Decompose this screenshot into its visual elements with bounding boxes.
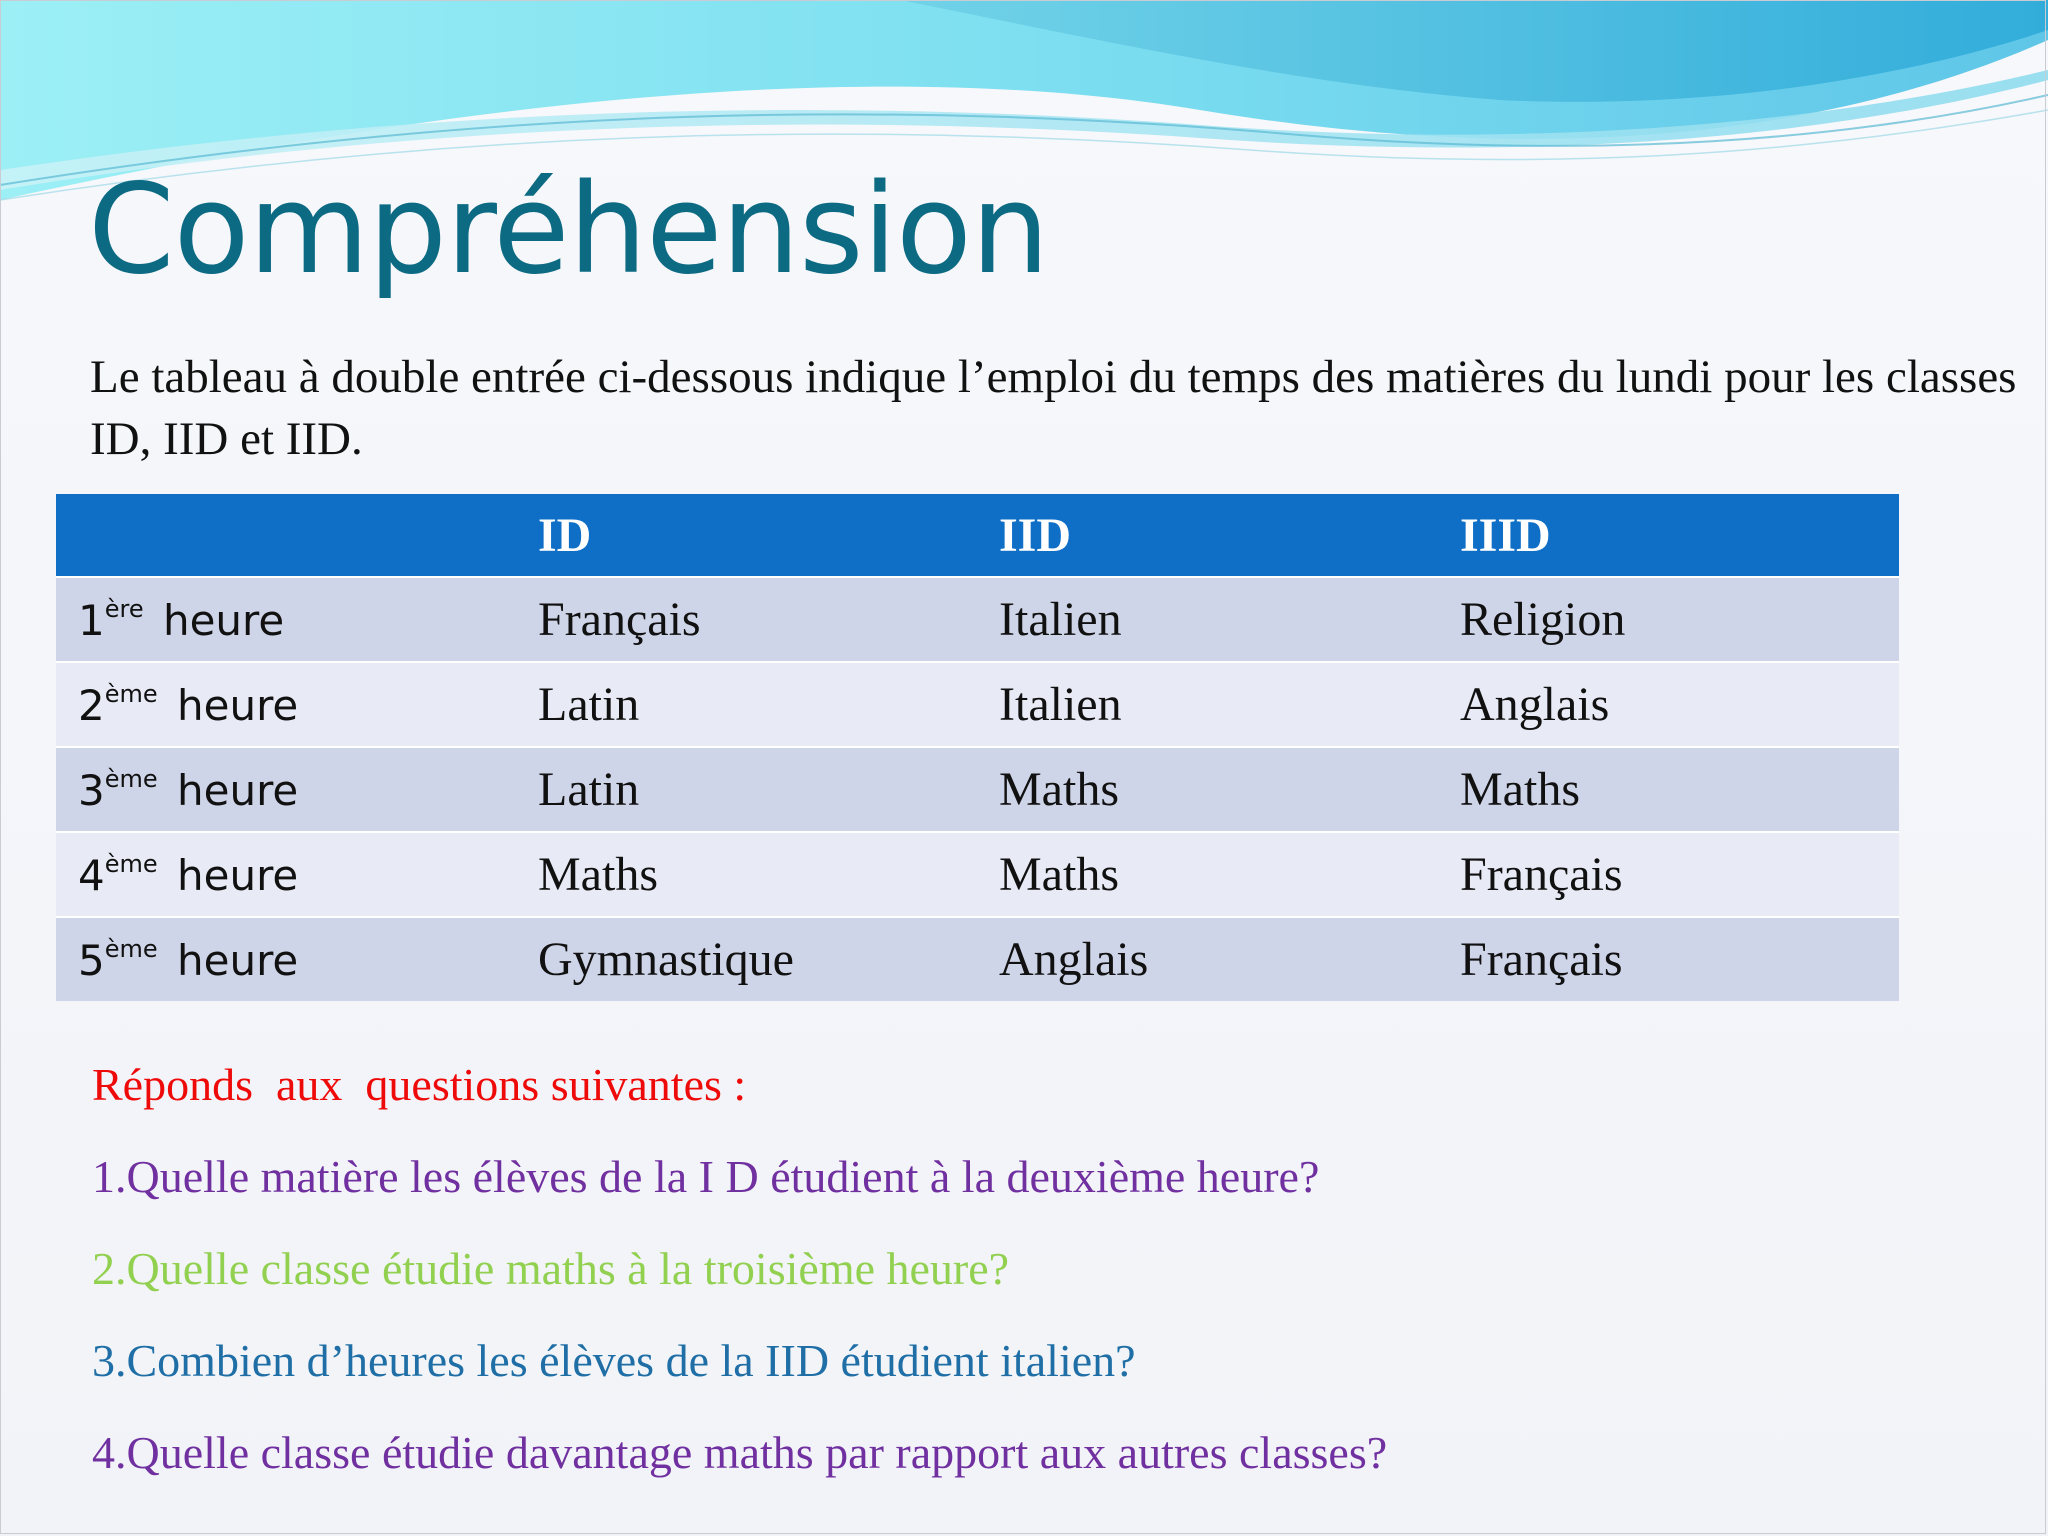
- subject-cell: Maths: [977, 747, 1438, 832]
- subject-cell: Maths: [516, 832, 977, 917]
- subject-cell: Italien: [977, 577, 1438, 662]
- subject-cell: Français: [1438, 917, 1899, 1001]
- question-4: 4.Quelle classe étudie davantage maths par rapport aux autres classes?: [92, 1427, 1388, 1478]
- hour-word: heure: [163, 680, 299, 730]
- hour-word: heure: [163, 765, 299, 815]
- subject-cell: Gymnastique: [516, 917, 977, 1001]
- subject-cell: Latin: [516, 747, 977, 832]
- hour-number: 2: [78, 680, 105, 730]
- subject-cell: Anglais: [1438, 662, 1899, 747]
- subject-cell: Français: [516, 577, 977, 662]
- subject-cell: Anglais: [977, 917, 1438, 1001]
- hour-word: heure: [149, 595, 285, 645]
- hour-ordinal-suffix: ère: [104, 594, 144, 623]
- subject-cell: Maths: [977, 832, 1438, 917]
- intro-paragraph: Le tableau à double entrée ci-dessous indique l’emploi du temps des matières du lundi pour les classes ID, IID et IID.: [90, 351, 2017, 465]
- hour-number: 1: [78, 595, 105, 645]
- header-cell-id: ID: [516, 494, 977, 577]
- subject-cell: Religion: [1438, 577, 1899, 662]
- hour-number: 5: [78, 935, 105, 985]
- question-1: 1.Quelle matière les élèves de la I D étudient à la deuxième heure?: [92, 1151, 1320, 1202]
- hour-ordinal-suffix: ème: [104, 934, 158, 963]
- questions-instruction: Réponds aux questions suivantes :: [92, 1059, 747, 1110]
- header-cell-iiid: IIID: [1438, 494, 1899, 577]
- subject-cell: Latin: [516, 662, 977, 747]
- hour-word: heure: [163, 935, 299, 985]
- hour-number: 4: [78, 850, 105, 900]
- hour-ordinal-suffix: ème: [104, 679, 158, 708]
- subject-cell: Français: [1438, 832, 1899, 917]
- hour-word: heure: [163, 850, 299, 900]
- subject-cell: Maths: [1438, 747, 1899, 832]
- hour-ordinal-suffix: ème: [104, 764, 158, 793]
- slide-title: Compréhension: [88, 158, 1049, 302]
- question-3: 3.Combien d’heures les élèves de la IID étudient italien?: [92, 1335, 1136, 1386]
- question-2: 2.Quelle classe étudie maths à la troisième heure?: [92, 1243, 1010, 1294]
- header-cell-iid: IID: [977, 494, 1438, 577]
- subject-cell: Italien: [977, 662, 1438, 747]
- hour-ordinal-suffix: ème: [104, 849, 158, 878]
- hour-number: 3: [78, 765, 105, 815]
